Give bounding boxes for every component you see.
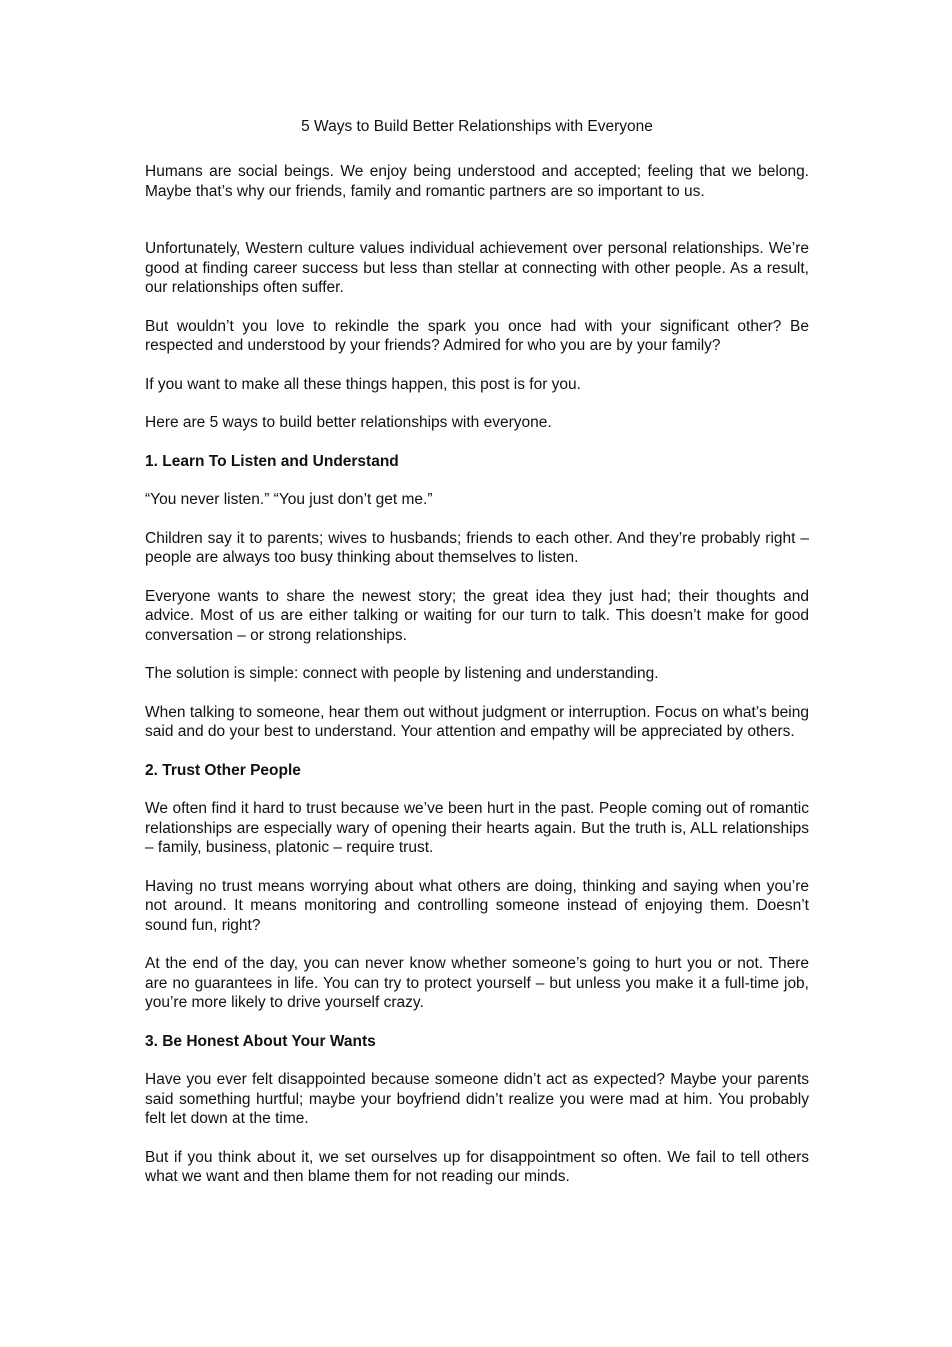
intro-paragraph-3: But wouldn’t you love to rekindle the spark you once had with your significant other? Be respected and understood by your friends? Admired for who you are by your family?: [145, 317, 809, 354]
document-title: 5 Ways to Build Better Relationships with Everyone: [301, 118, 653, 135]
section-heading-listen: 1. Learn To Listen and Understand: [145, 452, 399, 470]
document-body: [145, 117, 809, 1206]
section-heading-honest: 3. Be Honest About Your Wants: [145, 1032, 376, 1050]
section-heading-trust: 2. Trust Other People: [145, 761, 301, 779]
listen-paragraph-1: “You never listen.” “You just don’t get me.”: [145, 491, 433, 508]
honest-paragraph-1: Have you ever felt disappointed because someone didn’t act as expected? Maybe your parents said something hurtful; maybe your boyfriend didn’t realize you were mad at him. You probably felt let down at the time.: [145, 1071, 809, 1127]
listen-paragraph-2: Children say it to parents; wives to husbands; friends to each other. And they’re probably right – people are always too busy thinking about themselves to listen.: [145, 529, 809, 566]
listen-paragraph-5: When talking to someone, hear them out without judgment or interruption. Focus on what’s being said and do your best to understand. Your attention and empathy will be appreciated by others.: [145, 703, 809, 740]
trust-paragraph-3: At the end of the day, you can never know whether someone’s going to hurt you or not. There are no guarantees in life. You can try to protect yourself – but unless you make it a full-time job, you’re more likely to drive yourself crazy.: [145, 955, 809, 1011]
trust-paragraph-1: We often find it hard to trust because we’ve been hurt in the past. People coming out of romantic relationships are especially wary of opening their hearts again. But the truth is, ALL relationships – family, business, platonic – require trust.: [145, 800, 809, 856]
listen-paragraph-3: Everyone wants to share the newest story; the great idea they just had; their thoughts and advice. Most of us are either talking or waiting for our turn to talk. This doesn’t make for good conversation – or strong relationships.: [145, 587, 809, 644]
intro-paragraph-4: If you want to make all these things happen, this post is for you.: [145, 375, 581, 393]
trust-paragraph-2: Having no trust means worrying about what others are doing, thinking and saying when you’re not around. It means monitoring and controlling someone instead of enjoying them. Doesn’t sound fun, right?: [145, 877, 809, 934]
intro-paragraph-1: Humans are social beings. We enjoy being understood and accepted; feeling that we belong. Maybe that’s why our friends, family and romantic partners are so important to us.: [145, 163, 809, 200]
intro-paragraph-2: Unfortunately, Western culture values individual achievement over personal relationships. We’re good at finding career success but less than stellar at connecting with other people. As a result, our relationships often suffer.: [145, 240, 809, 296]
honest-paragraph-2: But if you think about it, we set ourselves up for disappointment so often. We fail to tell others what we want and then blame them for not reading our minds.: [145, 1148, 809, 1185]
listen-paragraph-4: The solution is simple: connect with people by listening and understanding.: [145, 665, 659, 682]
intro-paragraph-5: Here are 5 ways to build better relationships with everyone.: [145, 414, 552, 431]
